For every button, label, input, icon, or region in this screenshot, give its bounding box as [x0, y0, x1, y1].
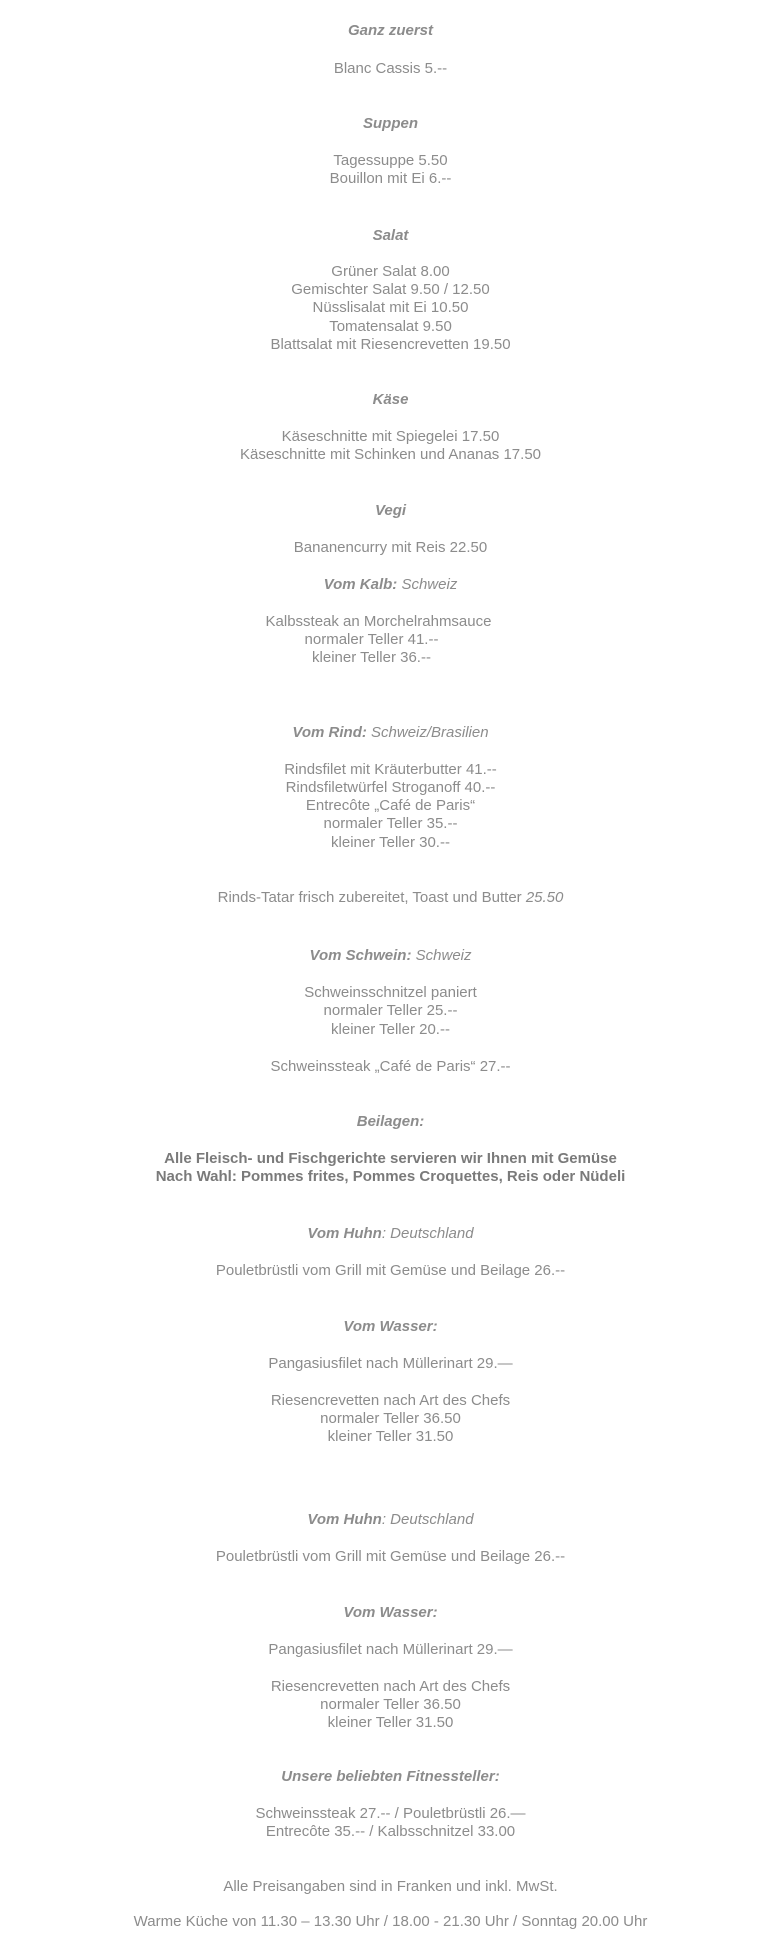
menu-item: Käseschnitte mit Spiegelei 17.50 [281, 428, 500, 445]
menu-item: Blattsalat mit Riesencrevetten 19.50 [270, 336, 511, 353]
menu-item: normaler Teller 36.50 [320, 1410, 461, 1427]
tatar-item [0, 889, 781, 907]
menu-item: Pangasiusfilet nach Müllerinart 29.— [268, 1355, 513, 1372]
menu-item: Schweinsschnitzel paniert [304, 984, 477, 1001]
menu-item: Bananencurry mit Reis 22.50 [293, 539, 488, 556]
menu-item: Pangasiusfilet nach Müllerinart 29.— [268, 1641, 513, 1658]
section-title-text: Vom Huhn [307, 1511, 382, 1528]
menu-item: Schweinssteak „Café de Paris“ 27.-- [270, 1058, 511, 1075]
menu-item: Käseschnitte mit Schinken und Ananas 17.50 [239, 446, 542, 463]
menu-item: kleiner Teller 31.50 [327, 1428, 454, 1445]
menu-item: Tagessuppe 5.50 [333, 152, 448, 169]
opening-hours: Warme Küche von 11.30 – 13.30 Uhr / 18.00 - 21.30 Uhr / Sonntag 20.00 Uhr [133, 1913, 648, 1930]
menu-item: kleiner Teller 36.-- [312, 649, 431, 666]
beilagen-line: Alle Fleisch- und Fischgerichte servieren wir Ihnen mit Gemüse [164, 1150, 617, 1167]
menu-item: Blanc Cassis 5.-- [333, 60, 448, 77]
menu-item: normaler Teller 25.-- [323, 1002, 458, 1019]
section-title-beilagen: Beilagen: [356, 1113, 425, 1130]
section-title-text: Vom Schwein: [309, 947, 412, 964]
section-title-vegi: Vegi [374, 502, 407, 519]
menu-item: kleiner Teller 30.-- [331, 834, 450, 851]
menu-item: Nüsslisalat mit Ei 10.50 [312, 299, 469, 316]
menu-item: kleiner Teller 31.50 [327, 1714, 454, 1731]
fitness-line: Schweinssteak 27.-- / Pouletbrüstli 26.— [255, 1805, 526, 1822]
section-title-rind [0, 724, 781, 742]
origin-text: Schweiz/Brasilien [366, 724, 489, 741]
section-title-huhn [0, 1511, 781, 1529]
section-title-wasser: Vom Wasser: [343, 1318, 438, 1335]
prices-note: Alle Preisangaben sind in Franken und inkl. MwSt. [223, 1878, 558, 1895]
menu-item: normaler Teller 36.50 [320, 1696, 461, 1713]
menu-item: Rindsfilet mit Kräuterbutter 41.-- [284, 761, 497, 778]
menu-item: normaler Teller 41.-- [304, 631, 439, 648]
fitness-line: Entrecôte 35.-- / Kalbsschnitzel 33.00 [265, 1823, 516, 1840]
menu-item: Pouletbrüstli vom Grill mit Gemüse und Beilage 26.-- [215, 1262, 566, 1279]
origin-text: : Deutschland [381, 1225, 474, 1242]
menu-item: normaler Teller 35.-- [323, 815, 458, 832]
origin-text: : Deutschland [381, 1511, 474, 1528]
origin-text: Schweiz [397, 576, 458, 593]
menu-item: Gemischter Salat 9.50 / 12.50 [291, 281, 490, 298]
tatar-text: Rinds-Tatar frisch zubereitet, Toast und Butter [217, 889, 526, 906]
beilagen-line: Nach Wahl: Pommes frites, Pommes Croquettes, Reis oder Nüdeli [155, 1168, 626, 1185]
menu-item: Bouillon mit Ei 6.-- [329, 170, 452, 187]
menu-item: Rindsfiletwürfel Stroganoff 40.-- [285, 779, 496, 796]
origin-text: Schweiz [411, 947, 472, 964]
section-title-kalb [0, 576, 781, 594]
section-title-fitness: Unsere beliebten Fitnessteller: [281, 1768, 500, 1785]
section-title-wasser: Vom Wasser: [343, 1604, 438, 1621]
menu-item: Entrecôte „Café de Paris“ [305, 797, 476, 814]
menu-item: Pouletbrüstli vom Grill mit Gemüse und Beilage 26.-- [215, 1548, 566, 1565]
section-title-text: Vom Rind: [292, 724, 367, 741]
section-title-schwein [0, 947, 781, 965]
section-title-kaese: Käse [372, 391, 409, 408]
section-title-salat: Salat [372, 227, 409, 244]
section-title-text: Vom Kalb: [323, 576, 398, 593]
menu-item: Riesencrevetten nach Art des Chefs [270, 1392, 511, 1409]
section-title-text: Vom Huhn [307, 1225, 382, 1242]
section-title-huhn [0, 1225, 781, 1243]
tatar-price: 25.50 [525, 889, 564, 906]
menu-item: Grüner Salat 8.00 [331, 263, 450, 280]
section-title-ganz-zuerst: Ganz zuerst [347, 22, 434, 39]
menu-item: Kalbssteak an Morchelrahmsauce [265, 613, 492, 630]
section-title-suppen: Suppen [363, 115, 418, 132]
menu-item: Riesencrevetten nach Art des Chefs [270, 1678, 511, 1695]
menu-item: Tomatensalat 9.50 [329, 318, 452, 335]
menu-item: kleiner Teller 20.-- [331, 1021, 450, 1038]
